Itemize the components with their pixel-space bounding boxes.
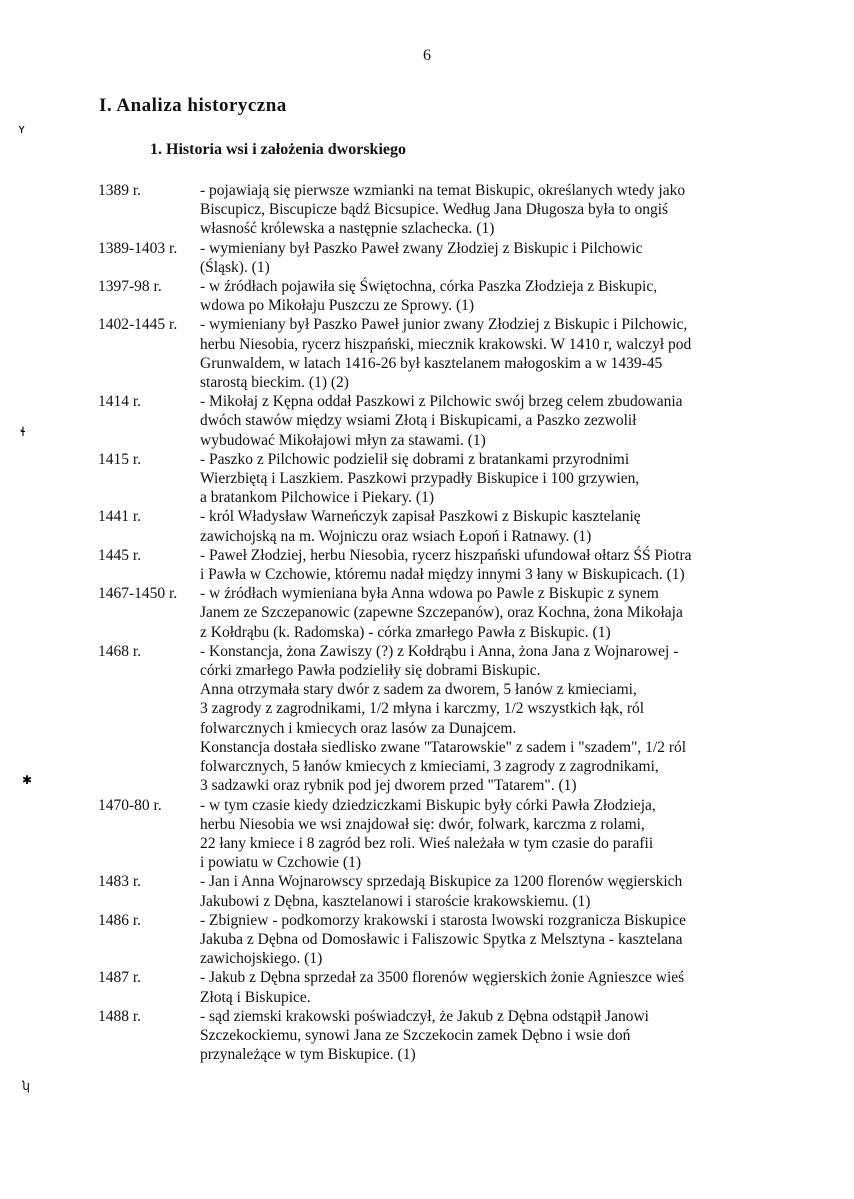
entry-line: Janem ze Szczepanowic (zapewne Szczepanów), oraz Kochna, żona Mikołaja xyxy=(200,604,683,622)
entry-line: i powiatu w Czchowie (1) xyxy=(200,854,361,872)
chronology-entry xyxy=(98,315,758,392)
chronology-entry xyxy=(98,1007,758,1065)
entry-text xyxy=(200,796,758,873)
entry-line: Jakubowi z Dębna, kasztelanowi i staroście krakowskiemu. (1) xyxy=(200,892,591,910)
entry-line: folwarcznych i kmiecych oraz lasów za Dunajcem. xyxy=(200,719,517,737)
entry-line: Wierzbiętą i Laszkiem. Paszkowi przypadły Biskupice i 100 grzywien, xyxy=(200,470,640,488)
entry-text xyxy=(200,277,758,315)
entry-text xyxy=(200,1007,758,1065)
entry-date: 1467-1450 r. xyxy=(98,585,178,603)
entry-line: - Paszko z Pilchowic podzielił się dobrami z bratankami przyrodnimi xyxy=(200,450,630,468)
margin-mark: ɬ xyxy=(20,425,26,439)
entry-line: herbu Niesobia, rycerz hiszpański, miecznik krakowski. W 1410 r, walczył pod xyxy=(200,335,692,353)
entry-line: i Pawła w Czchowie, któremu nadał między innymi 3 łany w Biskupicach. (1) xyxy=(200,566,685,584)
entry-line: - wymieniany był Paszko Paweł junior zwany Złodziej z Biskupic i Pilchowic, xyxy=(200,316,688,334)
entry-date: 1415 r. xyxy=(98,450,142,468)
chronology-entry xyxy=(98,872,758,910)
entry-date: 1488 r. xyxy=(98,1007,142,1025)
entry-date: 1483 r. xyxy=(98,873,142,891)
entry-line: - Jan i Anna Wojnarowscy sprzedają Biskupice za 1200 florenów węgierskich xyxy=(200,873,683,891)
entry-line: 22 łany kmiece i 8 zagród bez roli. Wieś należała w tym czasie do parafii xyxy=(200,834,654,852)
entry-line: Anna otrzymała stary dwór z sadem za dworem, 5 łanów z kmieciami, xyxy=(200,681,637,699)
entry-text xyxy=(200,642,758,796)
entry-line: - Jakub z Dębna sprzedał za 3500 florenów węgierskich żonie Agnieszce wieś xyxy=(200,969,685,987)
entry-date: 1445 r. xyxy=(98,546,142,564)
entry-line: z Kołdrąbu (k. Radomska) - córka zmarłego Pawła z Biskupic. (1) xyxy=(200,623,611,641)
entry-line: - Konstancja, żona Zawiszy (?) z Kołdrąbu i Anna, żona Jana z Wojnarowej - xyxy=(200,642,679,660)
entry-line: - król Władysław Warneńczyk zapisał Paszkowi z Biskupic kasztelanię xyxy=(200,508,641,526)
entry-line: Szczekockiemu, synowi Jana ze Szczekocin zamek Dębno i wsie doń xyxy=(200,1026,631,1044)
entry-line: zawichojskiego. (1) xyxy=(200,950,323,968)
entry-date: 1470-80 r. xyxy=(98,796,162,814)
entry-line: zawichojską na m. Wojniczu oraz wsiach Łopoń i Ratnawy. (1) xyxy=(200,527,592,545)
entry-text xyxy=(200,507,758,545)
entry-line: wdowa po Mikołaju Puszczu ze Sprowy. (1) xyxy=(200,297,475,315)
entry-date: 1397-98 r. xyxy=(98,278,162,296)
entry-date: 1389 r. xyxy=(98,182,142,199)
entry-line: Złotą i Biskupice. xyxy=(200,988,311,1006)
entry-line: Biscupicz, Biscupicze bądź Bicsupice. Według Jana Długosza była to ongiś xyxy=(200,201,669,219)
entry-line: - Paweł Złodziej, herbu Niesobia, rycerz hiszpański ufundował ołtarz ŚŚ Piotra xyxy=(200,546,692,564)
entry-date: 1487 r. xyxy=(98,969,142,987)
chronology-entry xyxy=(98,239,758,277)
subsection-title: 1. Historia wsi i założenia dworskiego xyxy=(150,141,406,158)
entry-text xyxy=(200,584,758,642)
entry-line: własność królewska a następnie szlachecka. (1) xyxy=(200,220,495,238)
margin-mark: ʏ xyxy=(18,122,26,136)
entry-line: - pojawiają się pierwsze wzmianki na temat Biskupic, określanych wtedy jako xyxy=(200,182,686,199)
entry-text xyxy=(200,392,758,450)
chronology-list xyxy=(98,181,758,1064)
entry-date: 1486 r. xyxy=(98,911,142,929)
entry-date: 1402-1445 r. xyxy=(98,316,178,334)
entry-text xyxy=(200,450,758,508)
entry-line: starostą bieckim. (1) (2) xyxy=(200,374,349,392)
chronology-entry xyxy=(98,968,758,1006)
margin-mark: ʮ xyxy=(22,1079,30,1093)
entry-text xyxy=(200,911,758,969)
entry-line: a bratankom Pilchowice i Piekary. (1) xyxy=(200,489,435,507)
entry-line: - Zbigniew - podkomorzy krakowski i starosta lwowski rozgranicza Biskupice xyxy=(200,911,686,929)
entry-line: Jakuba z Dębna od Domosławic i Faliszowic Spytka z Melsztyna - kasztelana xyxy=(200,930,683,948)
entry-line: - Mikołaj z Kępna oddał Paszkowi z Pilchowic swój brzeg celem zbudowania xyxy=(200,393,683,411)
entry-date: 1468 r. xyxy=(98,642,142,660)
chronology-entry xyxy=(98,584,758,642)
entry-text xyxy=(200,546,758,584)
chronology-entry xyxy=(98,546,758,584)
chronology-entry xyxy=(98,642,758,796)
chronology-entry xyxy=(98,911,758,969)
entry-line: - w źródłach wymieniana była Anna wdowa po Pawle z Biskupic z synem xyxy=(200,585,659,603)
chronology-entry xyxy=(98,450,758,508)
entry-line: Grunwaldem, w latach 1416-26 był kasztelanem małogoskim a w 1439-45 xyxy=(200,354,663,372)
entry-line: - sąd ziemski krakowski poświadczył, że Jakub z Dębna odstąpił Janowi xyxy=(200,1007,649,1025)
entry-line: folwarcznych, 5 łanów kmiecych z kmieciami, 3 zagrody z zagrodnikami, xyxy=(200,758,659,776)
entry-text xyxy=(200,239,758,277)
chronology-entry xyxy=(98,392,758,450)
chronology-entry xyxy=(98,181,758,239)
entry-date: 1414 r. xyxy=(98,393,142,411)
entry-date: 1389-1403 r. xyxy=(98,239,178,257)
entry-line: herbu Niesobia we wsi znajdował się: dwór, folwark, karczma z rolami, xyxy=(200,815,645,833)
entry-line: - wymieniany był Paszko Paweł zwany Złodziej z Biskupic i Pilchowic xyxy=(200,239,643,257)
entry-text xyxy=(200,872,758,910)
entry-line: - w tym czasie kiedy dziedziczkami Biskupic były córki Pawła Złodzieja, xyxy=(200,796,656,814)
entry-line: dwóch stawów między wsiami Złotą i Biskupicami, a Paszko zezwolił xyxy=(200,412,637,430)
chronology-entry xyxy=(98,277,758,315)
entry-line: wybudować Mikołajowi młyn za stawami. (1) xyxy=(200,431,486,449)
page-number: 6 xyxy=(423,47,431,64)
entry-text xyxy=(200,181,758,239)
entry-date: 1441 r. xyxy=(98,508,142,526)
margin-mark: ✱ xyxy=(22,773,33,787)
entry-line: córki zmarłego Pawła podzieliły się dobrami Biskupic. xyxy=(200,662,541,680)
entry-line: Konstancja dostała siedlisko zwane "Tatarowskie" z sadem i "szadem", 1/2 ról xyxy=(200,738,687,756)
entry-line: 3 sadzawki oraz rybnik pod jej dworem przed "Tatarem". (1) xyxy=(200,777,577,795)
chronology-entry xyxy=(98,507,758,545)
entry-line: (Śląsk). (1) xyxy=(200,258,270,276)
entry-text xyxy=(200,968,758,1006)
entry-text xyxy=(200,315,758,392)
chronology-entry xyxy=(98,796,758,873)
entry-line: 3 zagrody z zagrodnikami, 1/2 młyna i karczmy, 1/2 wszystkich łąk, ról xyxy=(200,700,645,718)
section-title: I. Analiza historyczna xyxy=(99,95,287,116)
entry-line: - w źródłach pojawiła się Świętochna, córka Paszka Złodzieja z Biskupic, xyxy=(200,278,658,296)
entry-line: przynależące w tym Biskupice. (1) xyxy=(200,1046,416,1064)
